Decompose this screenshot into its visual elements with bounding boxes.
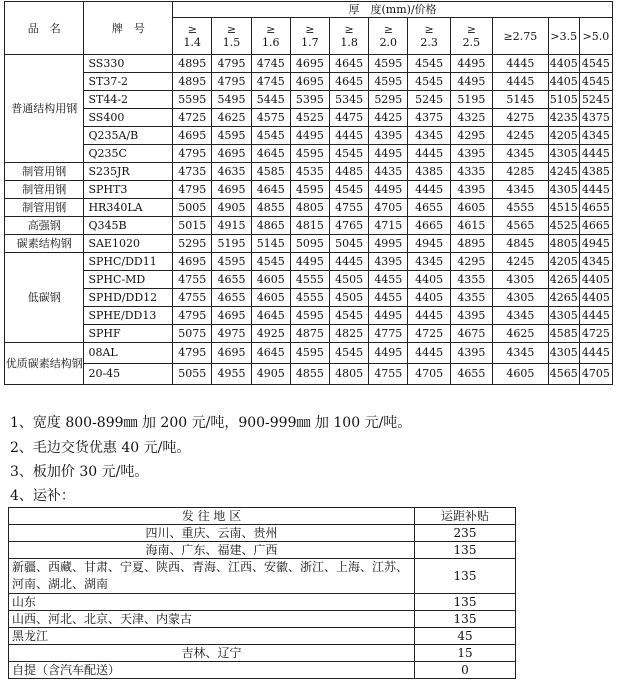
- price-cell: 4945: [579, 235, 612, 253]
- price-cell: 4595: [212, 127, 251, 145]
- price-cell: 4695: [290, 73, 329, 91]
- price-cell: 4625: [493, 325, 549, 343]
- price-cell: 4245: [493, 127, 549, 145]
- steel-grade: SPHC/DD11: [84, 253, 173, 271]
- price-cell: 4705: [369, 199, 408, 217]
- freight-subsidy: 135: [415, 542, 516, 559]
- price-cell: 4575: [251, 109, 290, 127]
- price-cell: 4495: [369, 145, 408, 163]
- price-cell: 4495: [369, 181, 408, 199]
- price-cell: 5295: [173, 235, 212, 253]
- steel-grade: S235JR: [84, 163, 173, 181]
- price-cell: 4595: [369, 73, 408, 91]
- steel-grade: Q235A/B: [84, 127, 173, 145]
- price-cell: 4495: [290, 127, 329, 145]
- price-cell: 4895: [173, 73, 212, 91]
- price-cell: 4855: [290, 364, 329, 385]
- price-cell: 4875: [290, 325, 329, 343]
- price-cell: 4545: [408, 55, 450, 73]
- price-cell: 4305: [548, 145, 579, 163]
- thickness-col-11: >5.0: [579, 18, 612, 55]
- thickness-col-4: ≥ 1.7: [290, 18, 329, 55]
- price-cell: 4445: [579, 343, 612, 364]
- price-row: [5, 73, 613, 91]
- note-plate-surcharge: 3、板加价 30 元/吨。: [10, 464, 149, 480]
- price-cell: 4485: [330, 163, 369, 181]
- price-cell: 4805: [330, 364, 369, 385]
- price-cell: 4495: [450, 55, 492, 73]
- price-cell: 5245: [579, 91, 612, 109]
- header-thickness-price: 厚 度(mm)/价格: [173, 2, 613, 18]
- price-cell: 4755: [330, 199, 369, 217]
- price-cell: 4655: [408, 199, 450, 217]
- price-cell: 4555: [493, 199, 549, 217]
- price-cell: 4705: [408, 364, 450, 385]
- price-cell: 5095: [290, 235, 329, 253]
- price-cell: 4795: [173, 181, 212, 199]
- price-cell: 4795: [212, 73, 251, 91]
- price-row: [5, 253, 613, 271]
- price-cell: 4995: [369, 235, 408, 253]
- product-category: 普通结构用钢: [5, 55, 84, 163]
- price-cell: 4595: [290, 307, 329, 325]
- price-cell: 4275: [493, 109, 549, 127]
- price-cell: 5045: [330, 235, 369, 253]
- price-cell: 5015: [173, 217, 212, 235]
- price-cell: 4725: [408, 325, 450, 343]
- price-cell: 4375: [408, 109, 450, 127]
- price-row: [5, 343, 613, 364]
- price-cell: 4585: [548, 325, 579, 343]
- price-cell: 4545: [579, 55, 612, 73]
- price-table-body: [5, 55, 613, 385]
- thickness-col-9: ≥2.75: [493, 18, 549, 55]
- freight-subsidy: 135: [415, 594, 516, 611]
- price-cell: 4695: [173, 127, 212, 145]
- steel-grade: 08AL: [84, 343, 173, 364]
- price-cell: 4545: [579, 73, 612, 91]
- price-cell: 4405: [579, 289, 612, 307]
- header-product-name: 品 名: [5, 2, 84, 55]
- price-cell: 5245: [408, 91, 450, 109]
- price-cell: 4695: [212, 145, 251, 163]
- price-cell: 4845: [493, 235, 549, 253]
- price-cell: 4455: [369, 271, 408, 289]
- price-row: [5, 91, 613, 109]
- price-cell: 4525: [290, 109, 329, 127]
- price-cell: 4345: [493, 307, 549, 325]
- freight-row: [9, 559, 516, 594]
- price-cell: 4655: [579, 199, 612, 217]
- price-cell: 4895: [173, 55, 212, 73]
- price-cell: 4715: [369, 217, 408, 235]
- price-cell: 4595: [369, 55, 408, 73]
- freight-region: 海南、广东、福建、广西: [9, 542, 415, 559]
- price-cell: 4445: [330, 253, 369, 271]
- price-cell: 4205: [548, 127, 579, 145]
- price-cell: 4425: [369, 109, 408, 127]
- price-cell: 4545: [251, 127, 290, 145]
- price-cell: 4395: [450, 343, 492, 364]
- price-cell: 4645: [251, 181, 290, 199]
- freight-header-region: 发 往 地 区: [9, 508, 415, 525]
- price-cell: 4445: [408, 181, 450, 199]
- note-width-surcharge: 1、宽度 800-899㎜ 加 200 元/吨，900-999㎜ 加 100 元/吨。: [10, 415, 412, 431]
- price-cell: 4395: [450, 145, 492, 163]
- price-cell: 4295: [450, 253, 492, 271]
- price-cell: 5075: [173, 325, 212, 343]
- price-cell: 4355: [450, 289, 492, 307]
- price-cell: 4445: [408, 307, 450, 325]
- freight-region: 吉林、辽宁: [9, 645, 415, 662]
- price-cell: 5005: [173, 199, 212, 217]
- freight-subsidy: 45: [415, 628, 516, 645]
- price-cell: 4545: [330, 145, 369, 163]
- steel-grade: HR340LA: [84, 199, 173, 217]
- price-cell: 4605: [251, 271, 290, 289]
- product-category: 碳素结构钢: [5, 235, 84, 253]
- price-cell: 4695: [212, 307, 251, 325]
- price-cell: 4295: [450, 127, 492, 145]
- price-cell: 4405: [408, 271, 450, 289]
- price-cell: 4445: [493, 55, 549, 73]
- freight-row: [9, 645, 516, 662]
- price-cell: 4345: [579, 253, 612, 271]
- price-cell: 4265: [548, 271, 579, 289]
- price-cell: 4345: [493, 145, 549, 163]
- price-cell: 4495: [450, 73, 492, 91]
- steel-grade: SPHE/DD13: [84, 307, 173, 325]
- price-cell: 4345: [579, 127, 612, 145]
- price-row: [5, 235, 613, 253]
- freight-row: [9, 594, 516, 611]
- price-cell: 4435: [369, 163, 408, 181]
- price-cell: 4545: [330, 307, 369, 325]
- price-row: [5, 271, 613, 289]
- price-cell: 4665: [579, 217, 612, 235]
- steel-grade: SAE1020: [84, 235, 173, 253]
- price-row: [5, 127, 613, 145]
- price-row: [5, 181, 613, 199]
- price-cell: 4545: [330, 181, 369, 199]
- price-cell: 4535: [290, 163, 329, 181]
- price-cell: 4625: [212, 109, 251, 127]
- price-cell: 5295: [369, 91, 408, 109]
- price-cell: 4755: [369, 364, 408, 385]
- price-cell: 5595: [173, 91, 212, 109]
- freight-header-subsidy: 运距补贴: [415, 508, 516, 525]
- price-cell: 4495: [290, 253, 329, 271]
- price-cell: 4505: [330, 289, 369, 307]
- price-cell: 5495: [212, 91, 251, 109]
- price-cell: 4695: [212, 181, 251, 199]
- price-cell: 4775: [369, 325, 408, 343]
- price-cell: 4235: [548, 109, 579, 127]
- steel-grade: SS330: [84, 55, 173, 73]
- price-cell: 4955: [212, 364, 251, 385]
- product-category: 低碳钢: [5, 253, 84, 343]
- price-table: [4, 1, 613, 385]
- price-cell: 4655: [212, 271, 251, 289]
- freight-table: [8, 507, 516, 679]
- price-cell: 4605: [251, 289, 290, 307]
- price-cell: 4345: [408, 127, 450, 145]
- price-cell: 4495: [369, 343, 408, 364]
- price-cell: 4645: [251, 343, 290, 364]
- price-cell: 4455: [369, 289, 408, 307]
- price-row: [5, 163, 613, 181]
- price-cell: 4615: [450, 217, 492, 235]
- price-cell: 4405: [548, 55, 579, 73]
- price-cell: 4445: [493, 73, 549, 91]
- price-cell: 4515: [548, 199, 579, 217]
- freight-region: 四川、重庆、云南、贵州: [9, 525, 415, 542]
- price-cell: 4305: [493, 271, 549, 289]
- price-cell: 4605: [450, 199, 492, 217]
- price-cell: 4795: [173, 145, 212, 163]
- price-row: [5, 364, 613, 385]
- thickness-col-10: >3.5: [548, 18, 579, 55]
- price-cell: 4205: [548, 253, 579, 271]
- price-cell: 4305: [493, 289, 549, 307]
- price-cell: 5345: [330, 91, 369, 109]
- price-cell: 4405: [579, 271, 612, 289]
- price-cell: 4595: [290, 145, 329, 163]
- freight-region: 自提（含汽车配送）: [9, 662, 415, 679]
- steel-grade: 20-45: [84, 364, 173, 385]
- price-cell: 4545: [251, 253, 290, 271]
- price-cell: 4545: [330, 343, 369, 364]
- steel-grade: SPHD/DD12: [84, 289, 173, 307]
- price-cell: 4905: [251, 364, 290, 385]
- price-cell: 4695: [173, 253, 212, 271]
- freight-subsidy: 0: [415, 662, 516, 679]
- price-cell: 5145: [251, 235, 290, 253]
- price-cell: 4335: [450, 163, 492, 181]
- price-cell: 5055: [173, 364, 212, 385]
- freight-row: [9, 628, 516, 645]
- price-cell: 4905: [212, 199, 251, 217]
- price-cell: 4855: [251, 199, 290, 217]
- freight-region: 山西、河北、北京、天津、内蒙古: [9, 611, 415, 628]
- product-category: 优质碳素结构钢: [5, 343, 84, 385]
- price-cell: 4385: [579, 163, 612, 181]
- price-cell: 4395: [450, 181, 492, 199]
- price-cell: 4405: [408, 289, 450, 307]
- price-cell: 4745: [251, 73, 290, 91]
- price-cell: 4395: [369, 253, 408, 271]
- thickness-col-7: ≥ 2.3: [408, 18, 450, 55]
- price-cell: 4375: [579, 109, 612, 127]
- price-cell: 4445: [579, 307, 612, 325]
- note-freight-subsidy: 4、运补：: [10, 488, 75, 504]
- price-cell: 4555: [290, 289, 329, 307]
- price-row: [5, 55, 613, 73]
- price-cell: 4325: [450, 109, 492, 127]
- price-cell: 4505: [330, 271, 369, 289]
- price-cell: 4975: [212, 325, 251, 343]
- product-category: 制管用钢: [5, 163, 84, 181]
- price-cell: 4895: [450, 235, 492, 253]
- price-cell: 4945: [408, 235, 450, 253]
- price-cell: 4525: [548, 217, 579, 235]
- price-cell: 4445: [579, 145, 612, 163]
- price-cell: 4395: [450, 307, 492, 325]
- price-cell: 4445: [330, 127, 369, 145]
- price-row: [5, 289, 613, 307]
- price-cell: 4305: [548, 307, 579, 325]
- product-category: 高强钢: [5, 217, 84, 235]
- price-cell: 4645: [330, 73, 369, 91]
- steel-grade: SPHC-MD: [84, 271, 173, 289]
- price-cell: 4345: [493, 181, 549, 199]
- price-cell: 4395: [369, 127, 408, 145]
- price-cell: 4285: [493, 163, 549, 181]
- price-cell: 4355: [450, 271, 492, 289]
- price-cell: 4705: [579, 364, 612, 385]
- thickness-col-5: ≥ 1.8: [330, 18, 369, 55]
- price-cell: 4755: [173, 289, 212, 307]
- steel-grade: ST37-2: [84, 73, 173, 91]
- price-cell: 4645: [330, 55, 369, 73]
- price-cell: 4585: [251, 163, 290, 181]
- product-category: 制管用钢: [5, 181, 84, 199]
- price-cell: 4595: [212, 253, 251, 271]
- freight-subsidy: 135: [415, 559, 516, 594]
- header-row-top: [5, 2, 613, 18]
- price-cell: 4245: [548, 163, 579, 181]
- price-cell: 4635: [212, 163, 251, 181]
- price-cell: 4795: [212, 55, 251, 73]
- thickness-col-2: ≥ 1.5: [212, 18, 251, 55]
- freight-row: [9, 525, 516, 542]
- thickness-col-1: ≥ 1.4: [173, 18, 212, 55]
- price-cell: 5105: [548, 91, 579, 109]
- freight-header-row: [9, 508, 516, 525]
- price-cell: 4565: [548, 364, 579, 385]
- price-cell: 4445: [408, 145, 450, 163]
- price-cell: 5445: [251, 91, 290, 109]
- price-cell: 4755: [173, 271, 212, 289]
- price-cell: 4925: [251, 325, 290, 343]
- price-cell: 5195: [212, 235, 251, 253]
- price-cell: 4605: [493, 364, 549, 385]
- price-cell: 5195: [450, 91, 492, 109]
- steel-grade: ST44-2: [84, 91, 173, 109]
- price-cell: 4735: [173, 163, 212, 181]
- price-cell: 4645: [251, 145, 290, 163]
- note-mill-edge-discount: 2、毛边交货优惠 40 元/吨。: [10, 440, 191, 456]
- price-cell: 4745: [251, 55, 290, 73]
- freight-subsidy: 135: [415, 611, 516, 628]
- price-cell: 4795: [173, 307, 212, 325]
- price-cell: 4305: [548, 181, 579, 199]
- price-cell: 4655: [450, 364, 492, 385]
- price-row: [5, 199, 613, 217]
- price-cell: 4675: [450, 325, 492, 343]
- thickness-col-8: ≥ 2.5: [450, 18, 492, 55]
- price-cell: 4725: [579, 325, 612, 343]
- freight-subsidy: 15: [415, 645, 516, 662]
- steel-grade: SPHT3: [84, 181, 173, 199]
- price-cell: 4865: [251, 217, 290, 235]
- price-row: [5, 325, 613, 343]
- freight-region: 新疆、西藏、甘肃、宁夏、陕西、青海、江西、安徽、浙江、上海、江苏、河南、湖北、湖南: [9, 559, 415, 594]
- header-grade: 牌 号: [84, 2, 173, 55]
- price-cell: 4545: [408, 73, 450, 91]
- price-row: [5, 145, 613, 163]
- price-cell: 4475: [330, 109, 369, 127]
- freight-row: [9, 611, 516, 628]
- price-cell: 4825: [330, 325, 369, 343]
- price-cell: 5145: [493, 91, 549, 109]
- steel-grade: SPHF: [84, 325, 173, 343]
- price-cell: 4805: [290, 199, 329, 217]
- freight-region: 黑龙江: [9, 628, 415, 645]
- steel-grade: SS400: [84, 109, 173, 127]
- price-cell: 4725: [173, 109, 212, 127]
- freight-subsidy: 235: [415, 525, 516, 542]
- price-cell: 4795: [173, 343, 212, 364]
- thickness-col-3: ≥ 1.6: [251, 18, 290, 55]
- price-cell: 4595: [290, 343, 329, 364]
- price-cell: 4565: [493, 217, 549, 235]
- price-cell: 4765: [330, 217, 369, 235]
- price-cell: 4555: [290, 271, 329, 289]
- price-row: [5, 307, 613, 325]
- price-cell: 4655: [212, 289, 251, 307]
- price-cell: 4495: [369, 307, 408, 325]
- price-cell: 4405: [548, 73, 579, 91]
- price-cell: 4915: [212, 217, 251, 235]
- price-cell: 4595: [290, 181, 329, 199]
- price-cell: 4665: [408, 217, 450, 235]
- product-category: 制管用钢: [5, 199, 84, 217]
- freight-region: 山东: [9, 594, 415, 611]
- thickness-col-6: ≥ 2.0: [369, 18, 408, 55]
- price-row: [5, 217, 613, 235]
- price-cell: 4385: [408, 163, 450, 181]
- price-cell: 4695: [290, 55, 329, 73]
- steel-grade: Q235C: [84, 145, 173, 163]
- price-cell: 4265: [548, 289, 579, 307]
- price-cell: 4245: [493, 253, 549, 271]
- price-cell: 4445: [408, 343, 450, 364]
- freight-row: [9, 662, 516, 679]
- price-cell: 4695: [212, 343, 251, 364]
- price-cell: 4815: [290, 217, 329, 235]
- price-cell: 4345: [408, 253, 450, 271]
- price-cell: 4805: [548, 235, 579, 253]
- price-cell: 4345: [493, 343, 549, 364]
- price-cell: 4445: [579, 181, 612, 199]
- steel-grade: Q345B: [84, 217, 173, 235]
- price-cell: 4305: [548, 343, 579, 364]
- price-row: [5, 109, 613, 127]
- price-cell: 4645: [251, 307, 290, 325]
- freight-row: [9, 542, 516, 559]
- price-cell: 5395: [290, 91, 329, 109]
